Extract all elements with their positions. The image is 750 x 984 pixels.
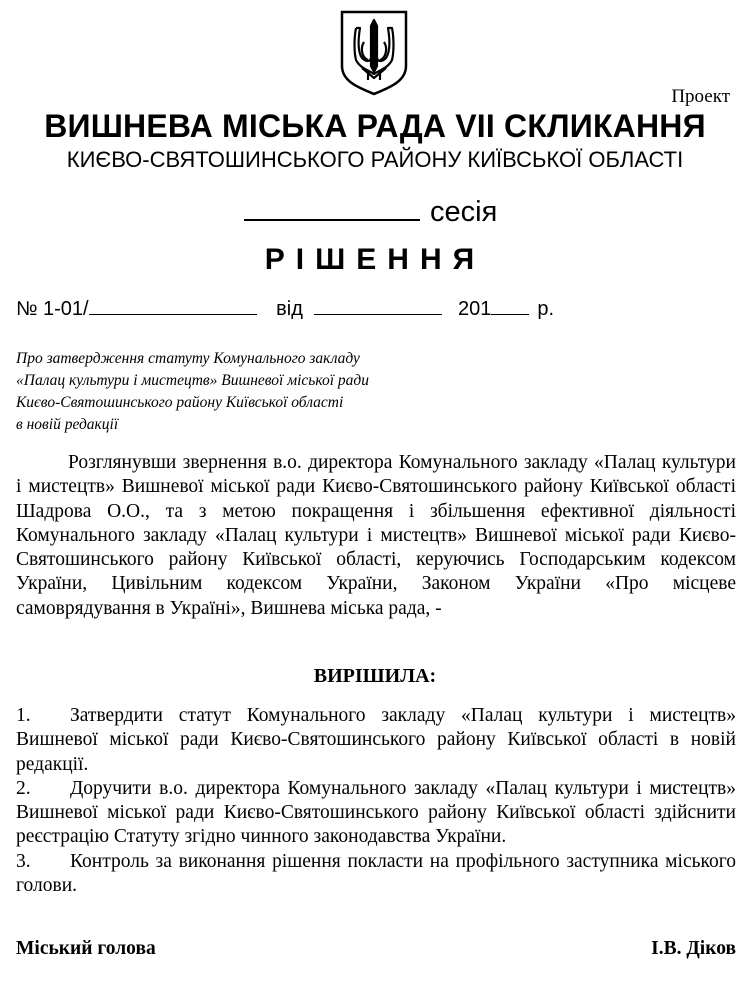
signature-block — [16, 938, 736, 960]
session-label: сесія — [430, 196, 498, 228]
number-blank — [89, 296, 257, 315]
item-number: 2. — [16, 777, 31, 799]
council-district: КИЄВО-СВЯТОШИНСЬКОГО РАЙОНУ КИЇВСЬКОЇ ОБЛАСТІ — [66, 147, 684, 172]
subject-line: Києво-Святошинського району Київської області — [16, 394, 344, 411]
item-number: 3. — [16, 850, 31, 872]
item-text: Затвердити статут Комунального закладу «Палац культури і мистецтв» Вишневої міської ради Києво-Святошинського району Київської області в новій редакції. — [16, 705, 736, 775]
trident-coat-of-arms-icon — [338, 8, 410, 96]
decision-title: РІШЕННЯ — [264, 243, 486, 276]
signatory-role: Міський голова — [16, 938, 156, 959]
subject-line: Про затвердження статуту Комунального закладу — [16, 350, 360, 367]
council-name: ВИШНЕВА МІСЬКА РАДА VII СКЛИКАННЯ — [44, 108, 706, 144]
year-suffix: р. — [537, 298, 555, 320]
resolution-item — [16, 850, 736, 899]
session-line — [244, 191, 497, 229]
decision-number-line — [16, 296, 554, 321]
year-blank — [491, 296, 529, 315]
date-blank — [314, 296, 442, 315]
subject-line: «Палац культури і мистецтв» Вишневої міської ради — [16, 372, 370, 389]
subject-line: в новій редакції — [16, 416, 119, 433]
item-text: Доручити в.о. директора Комунального закладу «Палац культури і мистецтв» Вишневої міської ради Києво-Святошинського району Київської області здійснити реєстрацію Статуту згідно чинного законодавства України. — [16, 777, 736, 848]
date-label: від — [276, 298, 303, 320]
item-text: Контроль за виконання рішення покласти на профільного заступника міського голови. — [16, 850, 736, 897]
decision-subject — [16, 348, 456, 436]
resolution-item — [16, 777, 736, 850]
number-prefix: № 1-01/ — [16, 298, 89, 320]
session-number-blank — [244, 191, 420, 221]
resolved-heading: ВИРІШИЛА: — [313, 665, 437, 687]
resolution-item — [16, 704, 736, 777]
preamble-paragraph: Розглянувши звернення в.о. директора Комунального закладу «Палац культури і мистецтв» Вишневої міської ради Києво-Святошинського району Київської області Шадрова О.О., та з метою покращення і збільшення ефективної діяльності Комунального закладу «Палац культури і мистецтв» Вишневої міської ради Києво-Святошинського району Київської області, керуючись Господарським кодексом України, Цивільним кодексом України, Законом України «Про місцеве самоврядування в Україні», Вишнева міська рада, - — [16, 452, 736, 619]
draft-label: Проект — [671, 86, 730, 107]
year-prefix: 201 — [458, 298, 492, 320]
signatory-name: І.В. Діков — [651, 938, 736, 959]
item-number: 1. — [16, 705, 31, 726]
resolution-items — [16, 704, 736, 898]
